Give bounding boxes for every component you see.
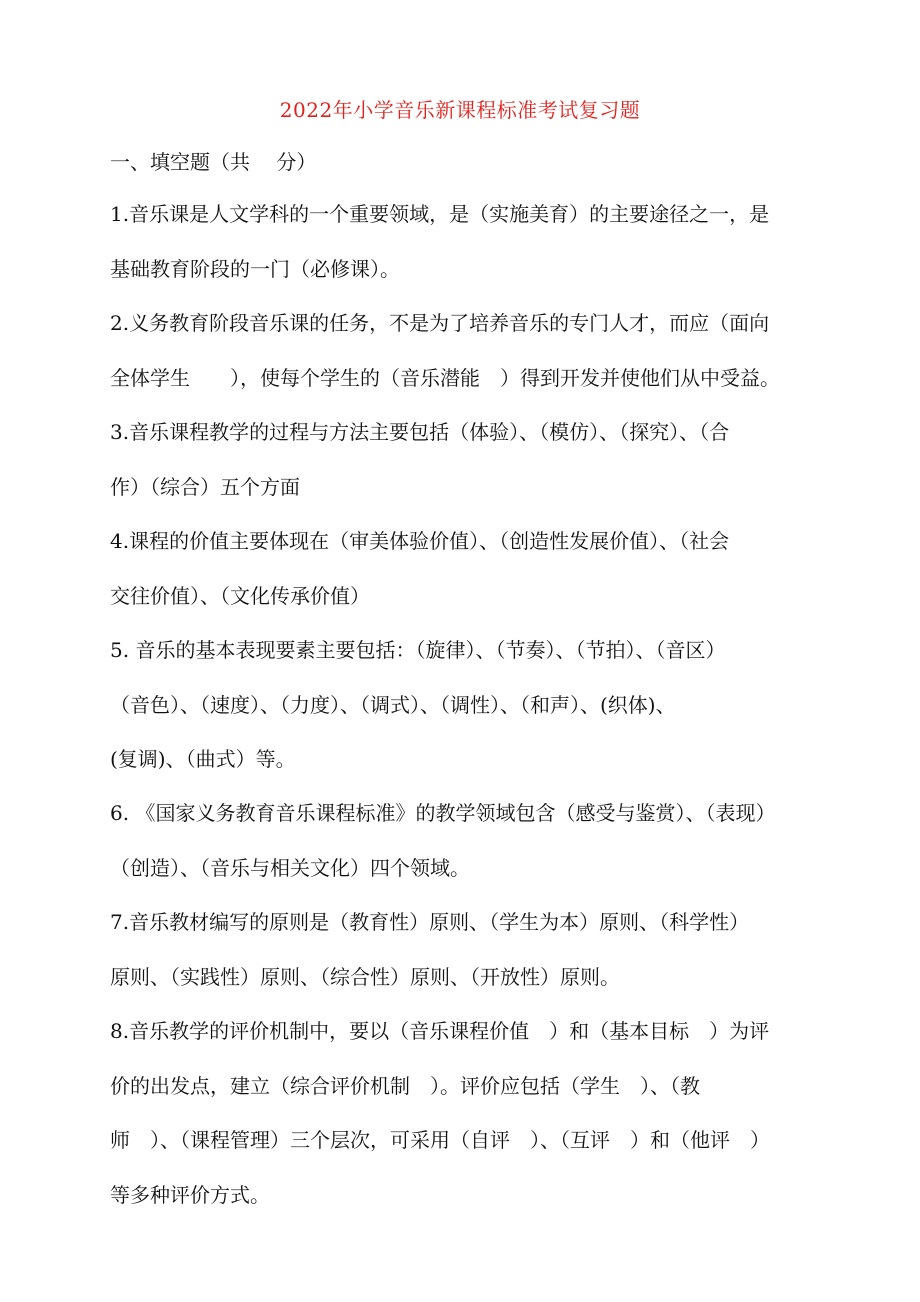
question-line: 4.课程的价值主要体现在（审美体验价值）、（创造性发展价值）、（社会 [110, 529, 730, 553]
question-line: 2.义务教育阶段音乐课的任务，不是为了培养音乐的专门人才，而应（面向 [110, 311, 770, 335]
question-7 [110, 895, 850, 1004]
question-line: 交往价值）、（文化传承价值） [110, 583, 370, 608]
question-line: （创造）、（音乐与相关文化）四个领域。 [110, 855, 470, 880]
question-line: 师 ）、（课程管理）三个层次，可采用（自评 ）、（互评 ）和（他评 ） [110, 1128, 770, 1152]
question-line: 6. 《国家义务教育音乐课程标准》的教学领域包含（感受与鉴赏）、（表现） [110, 801, 776, 825]
question-line: 作）（综合）五个方面 [110, 474, 300, 499]
section-heading: 一、填空题（共 分） [110, 150, 317, 174]
question-3 [110, 405, 850, 514]
question-line: 价的出发点，建立（综合评价机制 ）。评价应包括（学生 ）、（教 [110, 1073, 700, 1098]
question-2 [110, 296, 850, 405]
question-line: 5. 音乐的基本表现要素主要包括：（旋律）、（节奏）、（节拍）、（音区） [110, 638, 726, 662]
question-line: 3.音乐课程教学的过程与方法主要包括（体验）、（模仿）、（探究）、（合 [110, 420, 730, 444]
question-1 [110, 187, 850, 296]
question-5 [110, 623, 850, 787]
question-8 [110, 1004, 850, 1222]
question-4 [110, 514, 850, 623]
question-line: 原则、（实践性）原则、（综合性）原则、（开放性）原则。 [110, 964, 620, 989]
document-title: 2022年小学音乐新课程标准考试复习题 [279, 98, 641, 122]
question-line: (复调)、（曲式）等。 [110, 747, 296, 771]
question-line: 全体学生 ），使每个学生的（音乐潜能 ）得到开发并使他们从中受益。 [110, 365, 780, 390]
question-6 [110, 786, 850, 895]
question-line: 7.音乐教材编写的原则是（教育性）原则、（学生为本）原则、（科学性） [110, 910, 750, 934]
question-line: 1.音乐课是人文学科的一个重要领域，是（实施美育）的主要途径之一，是 [110, 202, 770, 226]
question-line: 等多种评价方式。 [110, 1182, 270, 1207]
question-line: （音色）、（速度）、（力度）、（调式）、（调性）、（和声）、(织体)、 [110, 692, 676, 717]
question-line: 8.音乐教学的评价机制中，要以（音乐课程价值 ）和（基本目标 ）为评 [110, 1019, 770, 1043]
question-line: 基础教育阶段的一门（必修课）。 [110, 256, 400, 281]
